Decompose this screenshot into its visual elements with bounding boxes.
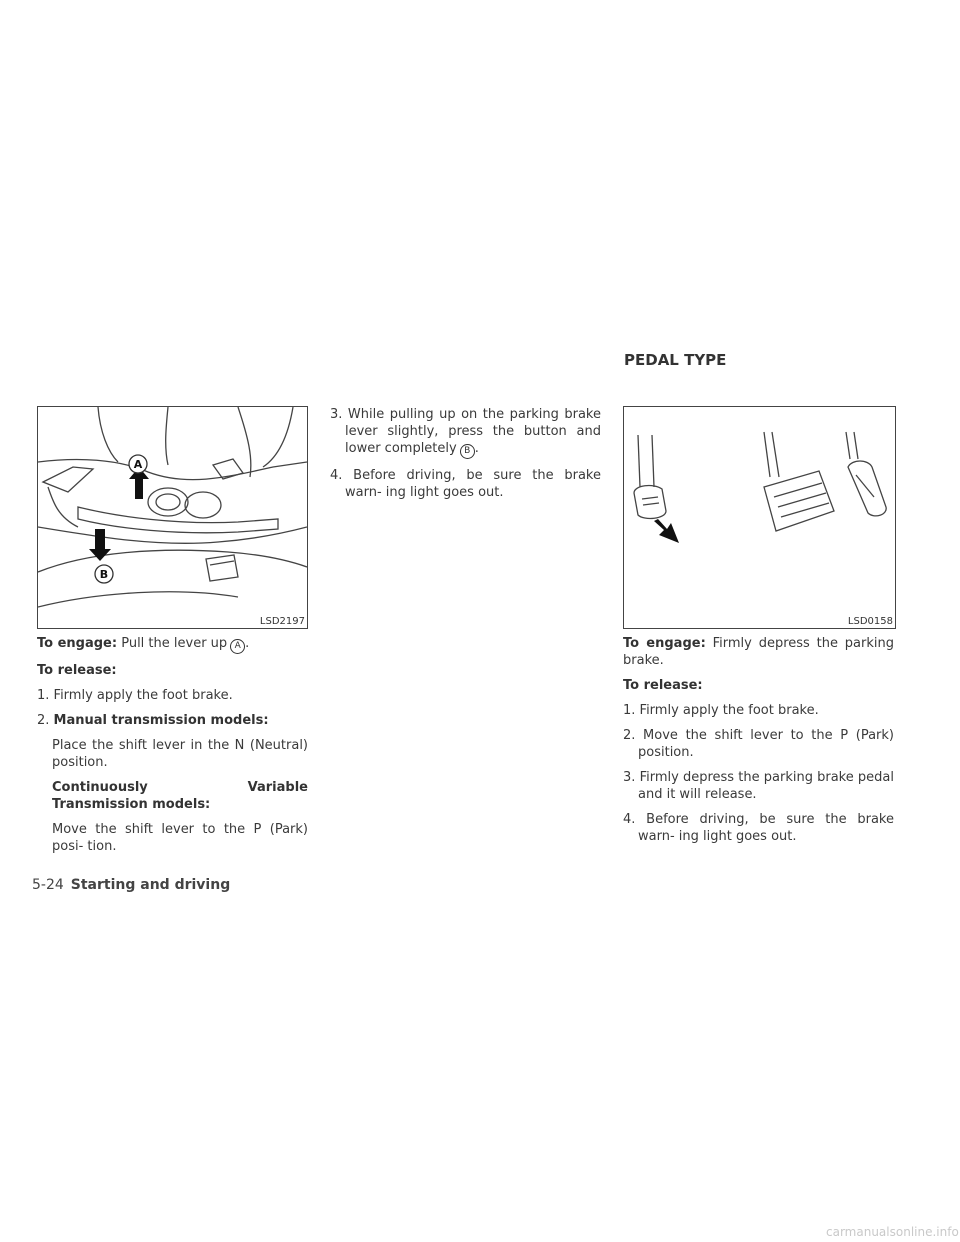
lever-illustration xyxy=(38,407,307,628)
middle-column xyxy=(330,406,601,509)
label-a: A xyxy=(133,458,143,471)
engage-text: Pull the lever up xyxy=(121,636,228,651)
release-step-3: 3. While pulling up on the parking brake lever slightly, press the button and lower completely B . xyxy=(330,406,601,459)
left-column xyxy=(37,635,308,863)
figure-code: LSD2197 xyxy=(259,616,305,627)
pedal-release-step-2: 2. Move the shift lever to the P (Park) position. xyxy=(623,728,894,760)
section-name: Starting and driving xyxy=(70,877,231,893)
marker-a: A xyxy=(230,639,245,654)
parking-brake-pedal-figure xyxy=(623,406,896,629)
watermark: carmanualsonline.info xyxy=(826,1225,959,1239)
pedal-engage-paragraph xyxy=(623,635,894,669)
cvt-models-title: Continuously Variable Transmission models: xyxy=(52,780,308,812)
engage-paragraph xyxy=(37,635,308,654)
pedal-engage-label: To engage: xyxy=(623,636,706,651)
manual-models-title: Manual transmission models: xyxy=(53,713,269,728)
pedal-release-step-1: 1. Firmly apply the foot brake. xyxy=(623,703,819,718)
release-label: To release: xyxy=(37,663,117,678)
cvt-models-text: Move the shift lever to the P (Park) posi- tion. xyxy=(52,822,308,854)
step-2-number: 2. xyxy=(37,713,50,728)
pedal-release-label: To release: xyxy=(623,678,703,693)
section-heading: PEDAL TYPE xyxy=(624,351,727,369)
release-step-2 xyxy=(37,712,308,729)
manual-models-text: Place the shift lever in the N (Neutral) position. xyxy=(52,738,308,770)
page-number: 5-24 xyxy=(32,877,64,893)
pedal-release-step-4: 4. Before driving, be sure the brake warn- ing light goes out. xyxy=(623,812,894,844)
pedal-illustration xyxy=(624,407,895,628)
release-step-1: 1. Firmly apply the foot brake. xyxy=(37,688,233,703)
engage-label: To engage: xyxy=(37,636,118,651)
marker-b: B xyxy=(460,444,475,459)
parking-brake-lever-figure xyxy=(37,406,308,629)
pedal-release-step-3: 3. Firmly depress the parking brake pedal and it will release. xyxy=(623,770,894,802)
figure-code: LSD0158 xyxy=(847,616,893,627)
right-column xyxy=(623,635,894,853)
pedal-engage-text: Firmly depress the parking brake. xyxy=(623,636,894,668)
label-b: B xyxy=(99,568,109,581)
release-step-4: 4. Before driving, be sure the brake warn- ing light goes out. xyxy=(330,468,601,500)
engage-end: . xyxy=(245,636,250,651)
page-footer xyxy=(32,877,230,894)
